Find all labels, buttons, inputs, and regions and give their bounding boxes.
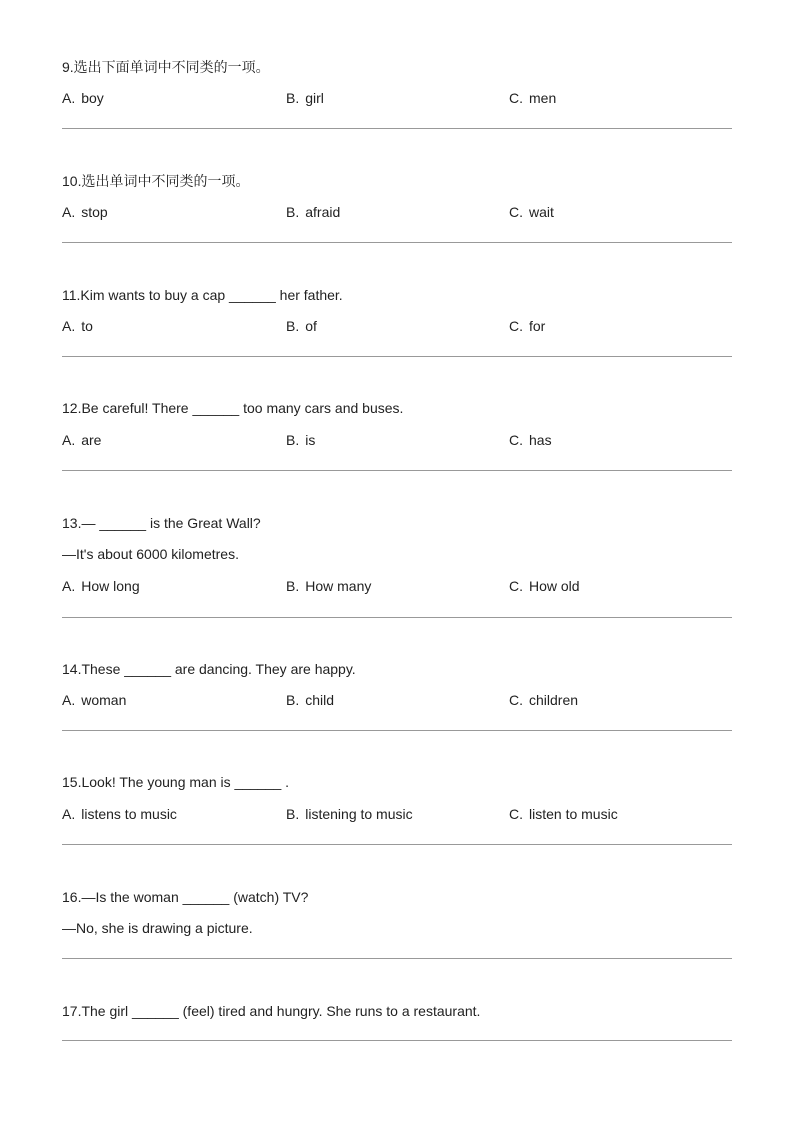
option-letter: A. [62, 90, 76, 106]
option-a[interactable] [62, 431, 101, 449]
option-text: boy [81, 90, 104, 106]
divider [62, 958, 732, 959]
option-letter: B. [286, 806, 300, 822]
option-letter: C. [509, 318, 523, 334]
option-a[interactable] [62, 691, 126, 709]
option-text: How old [529, 578, 580, 594]
option-b[interactable] [286, 431, 315, 449]
option-letter: A. [62, 432, 76, 448]
option-text: children [529, 692, 579, 708]
option-letter: C. [509, 90, 523, 106]
question-text: 17.The girl ______ (feel) tired and hungry. She runs to a restaurant. [62, 1003, 481, 1019]
divider [62, 617, 732, 618]
option-a[interactable] [62, 203, 108, 221]
option-b[interactable] [286, 805, 413, 823]
option-letter: A. [62, 204, 76, 220]
option-b[interactable] [286, 89, 324, 107]
option-text: listen to music [529, 806, 618, 822]
option-c[interactable] [509, 203, 554, 221]
option-letter: B. [286, 90, 300, 106]
option-text: wait [529, 204, 554, 220]
option-a[interactable] [62, 317, 93, 335]
option-text: How many [305, 578, 372, 594]
option-text: to [81, 318, 93, 334]
option-b[interactable] [286, 577, 371, 595]
option-text: How long [81, 578, 140, 594]
option-text: of [305, 318, 317, 334]
option-text: afraid [305, 204, 341, 220]
divider [62, 844, 732, 845]
option-text: child [305, 692, 335, 708]
divider [62, 128, 732, 129]
option-letter: C. [509, 578, 523, 594]
option-text: woman [81, 692, 127, 708]
option-c[interactable] [509, 577, 580, 595]
option-letter: C. [509, 806, 523, 822]
question-text: 11.Kim wants to buy a cap ______ her father. [62, 287, 343, 303]
option-letter: B. [286, 692, 300, 708]
option-c[interactable] [509, 431, 552, 449]
option-b[interactable] [286, 203, 340, 221]
question-text: 14.These ______ are dancing. They are happy. [62, 661, 356, 677]
option-text: has [529, 432, 552, 448]
option-letter: B. [286, 204, 300, 220]
question-text: 13.— ______ is the Great Wall? [62, 515, 261, 531]
divider [62, 470, 732, 471]
divider [62, 356, 732, 357]
option-b[interactable] [286, 691, 334, 709]
question-text: 16.—Is the woman ______ (watch) TV? [62, 889, 309, 905]
option-a[interactable] [62, 89, 104, 107]
option-text: for [529, 318, 546, 334]
question-text: —It's about 6000 kilometres. [62, 546, 239, 562]
question-text: 10.选出单词中不同类的一项。 [62, 173, 250, 189]
question-text: 12.Be careful! There ______ too many cars and buses. [62, 400, 404, 416]
option-a[interactable] [62, 577, 140, 595]
question-text: 9.选出下面单词中不同类的一项。 [62, 59, 270, 75]
option-text: girl [305, 90, 324, 106]
option-c[interactable] [509, 317, 545, 335]
question-text: —No, she is drawing a picture. [62, 920, 253, 936]
option-letter: C. [509, 432, 523, 448]
option-letter: B. [286, 432, 300, 448]
option-letter: A. [62, 692, 76, 708]
question-text: 15.Look! The young man is ______ . [62, 774, 290, 790]
option-text: men [529, 90, 557, 106]
option-c[interactable] [509, 805, 618, 823]
option-b[interactable] [286, 317, 317, 335]
option-c[interactable] [509, 691, 578, 709]
option-text: are [81, 432, 102, 448]
option-text: listening to music [305, 806, 413, 822]
option-text: listens to music [81, 806, 177, 822]
divider [62, 242, 732, 243]
option-letter: B. [286, 578, 300, 594]
option-c[interactable] [509, 89, 556, 107]
divider [62, 730, 732, 731]
option-letter: B. [286, 318, 300, 334]
option-text: stop [81, 204, 108, 220]
option-letter: A. [62, 806, 76, 822]
option-text: is [305, 432, 316, 448]
option-a[interactable] [62, 805, 177, 823]
option-letter: A. [62, 318, 76, 334]
option-letter: C. [509, 204, 523, 220]
divider [62, 1040, 732, 1041]
option-letter: A. [62, 578, 76, 594]
option-letter: C. [509, 692, 523, 708]
